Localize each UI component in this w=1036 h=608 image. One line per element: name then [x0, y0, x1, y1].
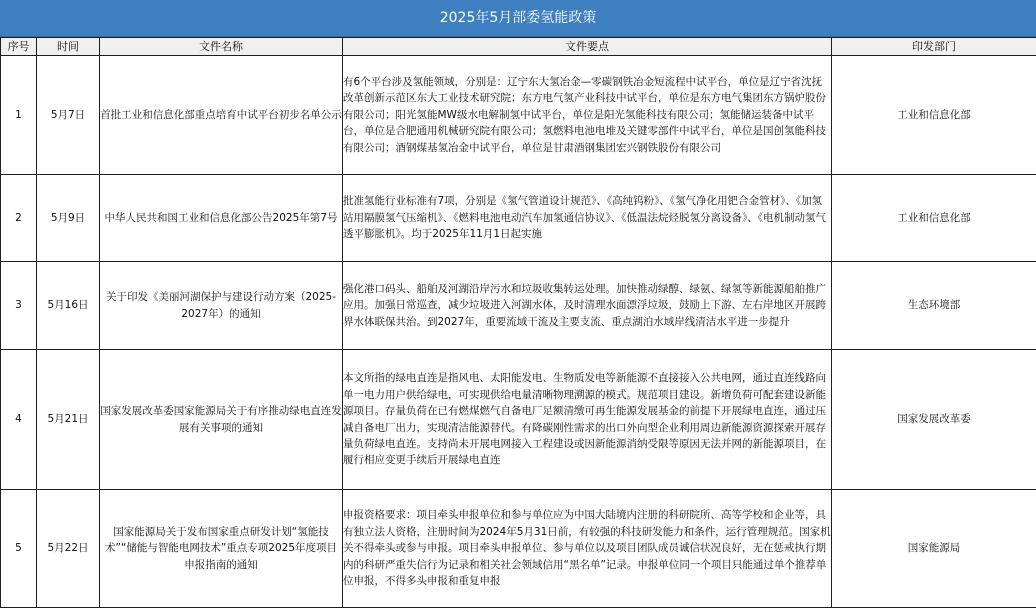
row-key-points: 申报资格要求：项目牵头申报单位和参与单位应为中国大陆境内注册的科研院所、高等学校和企业等，具有独立法人资格，注册时间为2024年5月31日前，有较强的科技研发能力和条件，运行管理规范。国家机关不得牵头或参与申报。项目牵头申报单位、参与单位以及项目团队成员诚信状况良好，无在惩戒执行期内的科研严重失信行为记录和相关社会领域信用“黑名单”记录。申报单位同一个项目只能通过单个推荐单位申报，不得多头申报和重复申报: [343, 490, 832, 608]
table-row: [1, 262, 1036, 350]
table-row: [1, 56, 1036, 175]
row-date: 5月7日: [37, 56, 100, 175]
header-index: 序号: [1, 38, 37, 56]
row-index: 2: [1, 175, 37, 262]
row-file-name-text: 国家能源局关于发布国家重点研发计划“氢能技术”“储能与智能电网技术”重点专项2025年度项目申报指南的通知: [100, 524, 342, 573]
table-row: [1, 350, 1036, 490]
row-file-name: [100, 490, 343, 608]
row-key-points: 有6个平台涉及氢能领域，分别是：辽宁东大氢冶金—零碳钢铁冶金短流程中试平台，单位是辽宁省沈抚改革创新示范区东大工业技术研究院；东方电气氢产业科技中试平台，单位是东方电气集团东方锅炉股份有限公司；阳光氢能MW级水电解制氢中试平台，单位是阳光氢能科技有限公司；氢能储运装备中试平台，单位是合肥通用机械研究院有限公司；氢燃料电池电堆及关键零部件中试平台，单位是国创氢能科技有限公司；酒钢煤基氢冶金中试平台，单位是甘肃酒钢集团宏兴钢铁股份有限公司: [343, 56, 832, 175]
row-file-name-text: 关于印发《美丽河湖保护与建设行动方案（2025-2027年）的通知: [100, 289, 342, 322]
row-file-name-text: 首批工业和信息化部重点培育中试平台初步名单公示: [100, 107, 342, 123]
row-index: 5: [1, 490, 37, 608]
table-header-row: [1, 38, 1036, 56]
sheet-title: 2025年5月部委氢能政策: [0, 0, 1036, 37]
header-key-points: 文件要点: [343, 38, 832, 56]
row-index: 1: [1, 56, 37, 175]
row-file-name: [100, 350, 343, 490]
row-department: 工业和信息化部: [832, 56, 1036, 175]
row-date: 5月16日: [37, 262, 100, 350]
policy-table: [0, 37, 1036, 608]
row-index: 3: [1, 262, 37, 350]
row-department: 国家发展改革委: [832, 350, 1036, 490]
header-date: 时间: [37, 38, 100, 56]
row-key-points: 强化港口码头、船舶及河湖沿岸污水和垃圾收集转运处理。加快推动绿醇、绿氨、绿氢等新能源船舶推广应用。加强日常巡查，减少垃圾进入河湖水体，及时清理水面漂浮垃圾，鼓励上下游、左右岸地区开展跨界水体联保共治。到2027年，重要流域干流及主要支流、重点湖泊水域岸线清洁水平进一步提升: [343, 262, 832, 350]
table-row: [1, 175, 1036, 262]
row-file-name: [100, 175, 343, 262]
row-department: 生态环境部: [832, 262, 1036, 350]
row-date: 5月9日: [37, 175, 100, 262]
row-index: 4: [1, 350, 37, 490]
row-key-points: 本文所指的绿电直连是指风电、太阳能发电、生物质发电等新能源不直接接入公共电网，通过直连线路向单一电力用户供给绿电，可实现供给电量清晰物理溯源的模式。规范项目建设。新增负荷可配套建设新能源项目。存量负荷在已有燃煤燃气自备电厂足额清缴可再生能源发展基金的前提下开展绿电直连，通过压减自备电厂出力，实现清洁能源替代。有降碳刚性需求的出口外向型企业利用周边新能源资源探索开展存量负荷绿电直连。支持尚未开展电网接入工程建设或因新能源消纳受限等原因无法并网的新能源项目，在履行相应变更手续后开展绿电直连: [343, 350, 832, 490]
row-file-name: [100, 56, 343, 175]
row-file-name-text: 中华人民共和国工业和信息化部公告2025年第7号: [105, 210, 338, 226]
row-key-points: 批准氢能行业标准有7项，分别是《氢气管道设计规范》、《高纯钨粉》、《氢气净化用钯合金管材》、《加氢站用隔膜氢气压缩机》、《燃料电池电动汽车加氢通信协议》、《低温法烷烃脱氢分离设备》、《电机制动氢气透平膨胀机》。均于2025年11月1日起实施: [343, 175, 832, 262]
row-department: 国家能源局: [832, 490, 1036, 608]
row-file-name-text: 国家发展改革委国家能源局关于有序推动绿电直连发展有关事项的通知: [100, 403, 342, 436]
row-file-name: [100, 262, 343, 350]
row-date: 5月21日: [37, 350, 100, 490]
header-file-name: 文件名称: [100, 38, 343, 56]
header-department: 印发部门: [832, 38, 1036, 56]
row-department: 工业和信息化部: [832, 175, 1036, 262]
table-row: [1, 490, 1036, 608]
row-date: 5月22日: [37, 490, 100, 608]
